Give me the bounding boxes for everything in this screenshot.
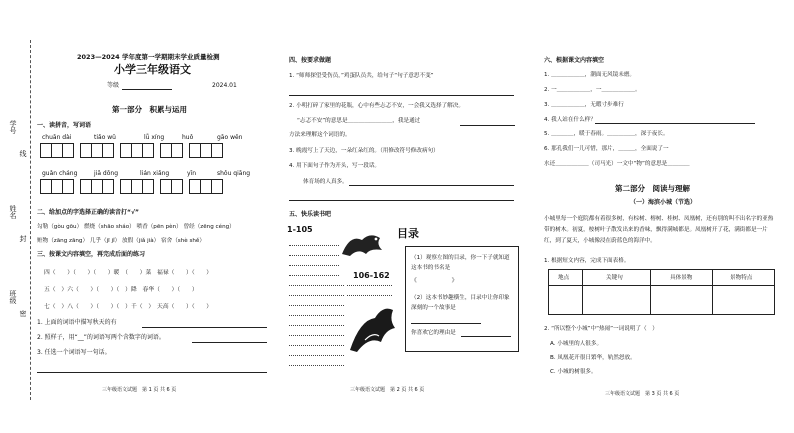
q3-sub1: 1. 上面的词语中描写秋天的有	[37, 319, 117, 326]
pinyin-9: yīn	[187, 170, 197, 177]
table-header-key-sentence: 关键句	[606, 275, 623, 281]
page2-footer: 三年级语文试题 第 2 页 共 6 页	[350, 387, 425, 393]
q3-row2: 五（ ）六（ ）（ ）（ ）降 春华（ ）（ ）	[44, 287, 198, 293]
page-2	[285, 0, 535, 433]
toc-entry	[289, 355, 344, 356]
toc-entry	[289, 305, 344, 306]
toc-entry	[289, 335, 344, 336]
q4-4: 4. 用下面句子作为开头，写一段话。	[289, 163, 381, 169]
subject-title: 小学三年级语文	[114, 63, 191, 76]
table-header-place: 地点	[558, 275, 570, 281]
toc-q2: （2）这本书妙趣横生，目录中让你印象深刻的一个故事是	[411, 295, 510, 311]
pinyin-7: jiā dōng	[94, 170, 119, 177]
q2-line2: 赃物（zāng zāng） 几乎（jī jǐ） 放假（jiǎ jià） 宿舍（shè shě）	[37, 238, 205, 244]
q4-title: 四、按要求做题	[289, 57, 332, 64]
toc-entry	[289, 325, 344, 326]
toc-q2b-blank[interactable]	[461, 336, 511, 337]
page-3	[540, 0, 790, 433]
q4-3: 3. 晚霞写上了天边，一朵红朵红的。（用修改符号修改病句）	[289, 148, 439, 154]
toc-entry	[289, 295, 344, 296]
q3-sub2: 2. 照样子，用“__”的词语写两个含数字的词语。	[37, 334, 165, 341]
toc-heading: 目录	[397, 227, 419, 240]
table-header-scenery: 具体景物	[670, 275, 693, 281]
pinyin-2: tiǎo wǔ	[94, 134, 116, 141]
reading-passage: 小城里每一个庭院都有着很多树，有棕树、榕树、桂树、凤凰树，还有别的叫不出名字的亚热带的树木。初夏，桉树叶子散发出来的香味，飘得满城都是。凤凰树开了花，满街都是一片红，到了夏天，小城像浸在蔚蓝色的海洋中。	[544, 216, 774, 244]
toc-entry	[347, 285, 392, 286]
exam-date: 2024.01	[212, 82, 237, 89]
bird-illustration-icon	[345, 300, 400, 355]
q6-5: 5. ＿＿＿＿，暖于春雨。＿＿＿＿＿，深于夜长。	[544, 131, 669, 137]
q2-line1: 勾勒（gòu gōu） 燃烧（shāo sháo） 喷香（pēn pèn） 曾经（zēng céng）	[37, 224, 235, 230]
toc-entry	[289, 265, 339, 266]
q4-1: 1. “师师探望受伤员，”鸡蛋队员共，给句子“句子意思不变”	[289, 73, 434, 79]
q2-title: 二、给加点的字选择正确的读音打“√”	[37, 209, 139, 216]
r1-option-c[interactable]: C. 小城的树很多。	[550, 369, 597, 375]
pinyin-6: guǎn cháng	[42, 170, 78, 177]
q6-4-blank[interactable]	[595, 123, 755, 124]
q4-4b: 体育场的人真多。	[303, 179, 348, 185]
binding-label-class: 班级	[9, 290, 17, 304]
answer-grid-row1[interactable]	[40, 143, 223, 158]
binding-label-line: 线	[19, 150, 27, 157]
pinyin-5: gāo wěn	[217, 134, 243, 141]
q4-2: 2. 小明打碎了家里的花瓶，心中有些忐忑不安，一会我又选择了解决。	[289, 103, 464, 109]
binding-line	[30, 40, 31, 400]
q3-sub3-blank[interactable]	[37, 372, 267, 373]
page3-footer: 三年级语文试题 第 3 页 共 6 页	[605, 391, 680, 397]
grade-label: 等级	[107, 82, 120, 89]
r1-q1: 1. 根据短文内容，完成下面表格。	[544, 258, 630, 264]
toc-entry	[347, 295, 392, 296]
toc-entry	[289, 255, 339, 256]
q4-2b: “忐忑不安”的意思是＿＿＿＿＿＿＿＿，我是通过	[297, 118, 421, 124]
q6-3: 3. ＿＿＿＿＿＿，无暇寸步难行	[544, 102, 624, 108]
toc-q1: （1）观察左图的目录，你一下子就知道这本书的书名是	[411, 255, 510, 271]
grade-blank[interactable]	[122, 89, 172, 90]
table-cell-key-sentence[interactable]	[583, 286, 649, 313]
q6-6: 6. 那孔我们一儿可惜，那片，＿＿＿，全面说了一	[544, 146, 669, 152]
q3-sub2-blank[interactable]	[192, 342, 267, 343]
toc-entry	[289, 285, 344, 286]
q6-title: 六、根据课文内容填空	[544, 57, 605, 64]
pinyin-8: lián xiǎng	[140, 170, 170, 177]
toc-range-1: 1-105	[287, 225, 313, 234]
q5-title: 五、快乐读书吧	[289, 211, 332, 218]
table-cell-feature[interactable]	[713, 286, 773, 313]
q3-row3: 七（ ）八（ ）（ ）（ ）千（ ） 天高（ ）（ ）	[44, 304, 213, 310]
q4-2c: 方法来理解这个词语的。	[289, 132, 351, 138]
q6-2: 2. 一＿＿＿＿＿＿，一＿＿＿＿＿＿。	[544, 87, 641, 93]
part1-title: 第一部分 积累与运用	[112, 105, 187, 114]
pinyin-4: huǒ	[182, 134, 194, 141]
q3-row1: 四（ ）（ ）（ ）暖 （ ）菜 福禄（ ）（ ）	[44, 270, 213, 276]
q3-sub1-blank[interactable]	[142, 327, 267, 328]
reading1-title: （一）海滨小城（节选）	[630, 199, 697, 206]
exam-header: 2023—2024 学年度第一学期期末学业质量检测	[77, 53, 220, 61]
q1-title: 一、读拼音，写词语	[37, 122, 92, 129]
q4-4-blank2[interactable]	[289, 200, 514, 201]
toc-q2-blank[interactable]	[411, 323, 481, 324]
q4-4-blank1[interactable]	[349, 185, 514, 186]
toc-entry	[289, 245, 339, 246]
q3-title: 三、按课文内容填空，再完成后面的练习	[37, 251, 146, 258]
table-cell-scenery[interactable]	[651, 286, 711, 313]
r1-q2: 2. “所以整个小城”中“热闹”一词说明了（ ）	[544, 326, 658, 332]
binding-label-name: 姓名	[9, 205, 17, 219]
toc-range-2: 106-162	[353, 271, 390, 280]
toc-entry	[289, 365, 344, 366]
pinyin-1: chuān dài	[42, 134, 72, 141]
r1-option-a[interactable]: A. 小城里的人很多。	[550, 341, 603, 347]
page1-footer: 三年级语文试题 第 1 页 共 6 页	[102, 387, 177, 393]
q4-2b-blank[interactable]	[460, 125, 515, 126]
q6-6b: 水还＿＿＿＿＿＿（司马光）一文中“物”的意思是＿＿＿＿	[544, 161, 690, 167]
answer-grid-row2[interactable]	[40, 179, 223, 194]
part2-title: 第二部分 阅读与理解	[615, 184, 690, 193]
binding-label-seal2: 密	[19, 310, 27, 317]
q6-1: 1. ＿＿＿＿＿＿，潮面无风镜未磨。	[544, 72, 636, 78]
r1-option-b[interactable]: B. 凤凰花开很日繁华，轨然怒放。	[550, 355, 636, 361]
table-header-feature: 景物特点	[730, 275, 753, 281]
q4-1-blank[interactable]	[289, 95, 514, 96]
pinyin-10: shǒu qiāng	[217, 170, 251, 177]
toc-entry	[289, 345, 344, 346]
dragon-illustration-icon	[340, 230, 385, 258]
toc-q1b: 《 》	[411, 278, 458, 284]
q3-sub3: 3. 任选一个词语写一句话。	[37, 349, 111, 356]
pinyin-3: lǚ xíng	[144, 134, 165, 141]
toc-entry	[289, 275, 339, 276]
q6-4: 4. 我人站在什么样？	[544, 117, 596, 123]
page-1	[32, 0, 282, 433]
toc-q2b: 你喜欢它的理由是	[411, 330, 456, 336]
binding-label-seal: 封	[19, 235, 27, 242]
table-cell-place[interactable]	[549, 286, 581, 313]
toc-entry	[289, 315, 344, 316]
binding-label-student-id: 学号	[9, 120, 17, 134]
